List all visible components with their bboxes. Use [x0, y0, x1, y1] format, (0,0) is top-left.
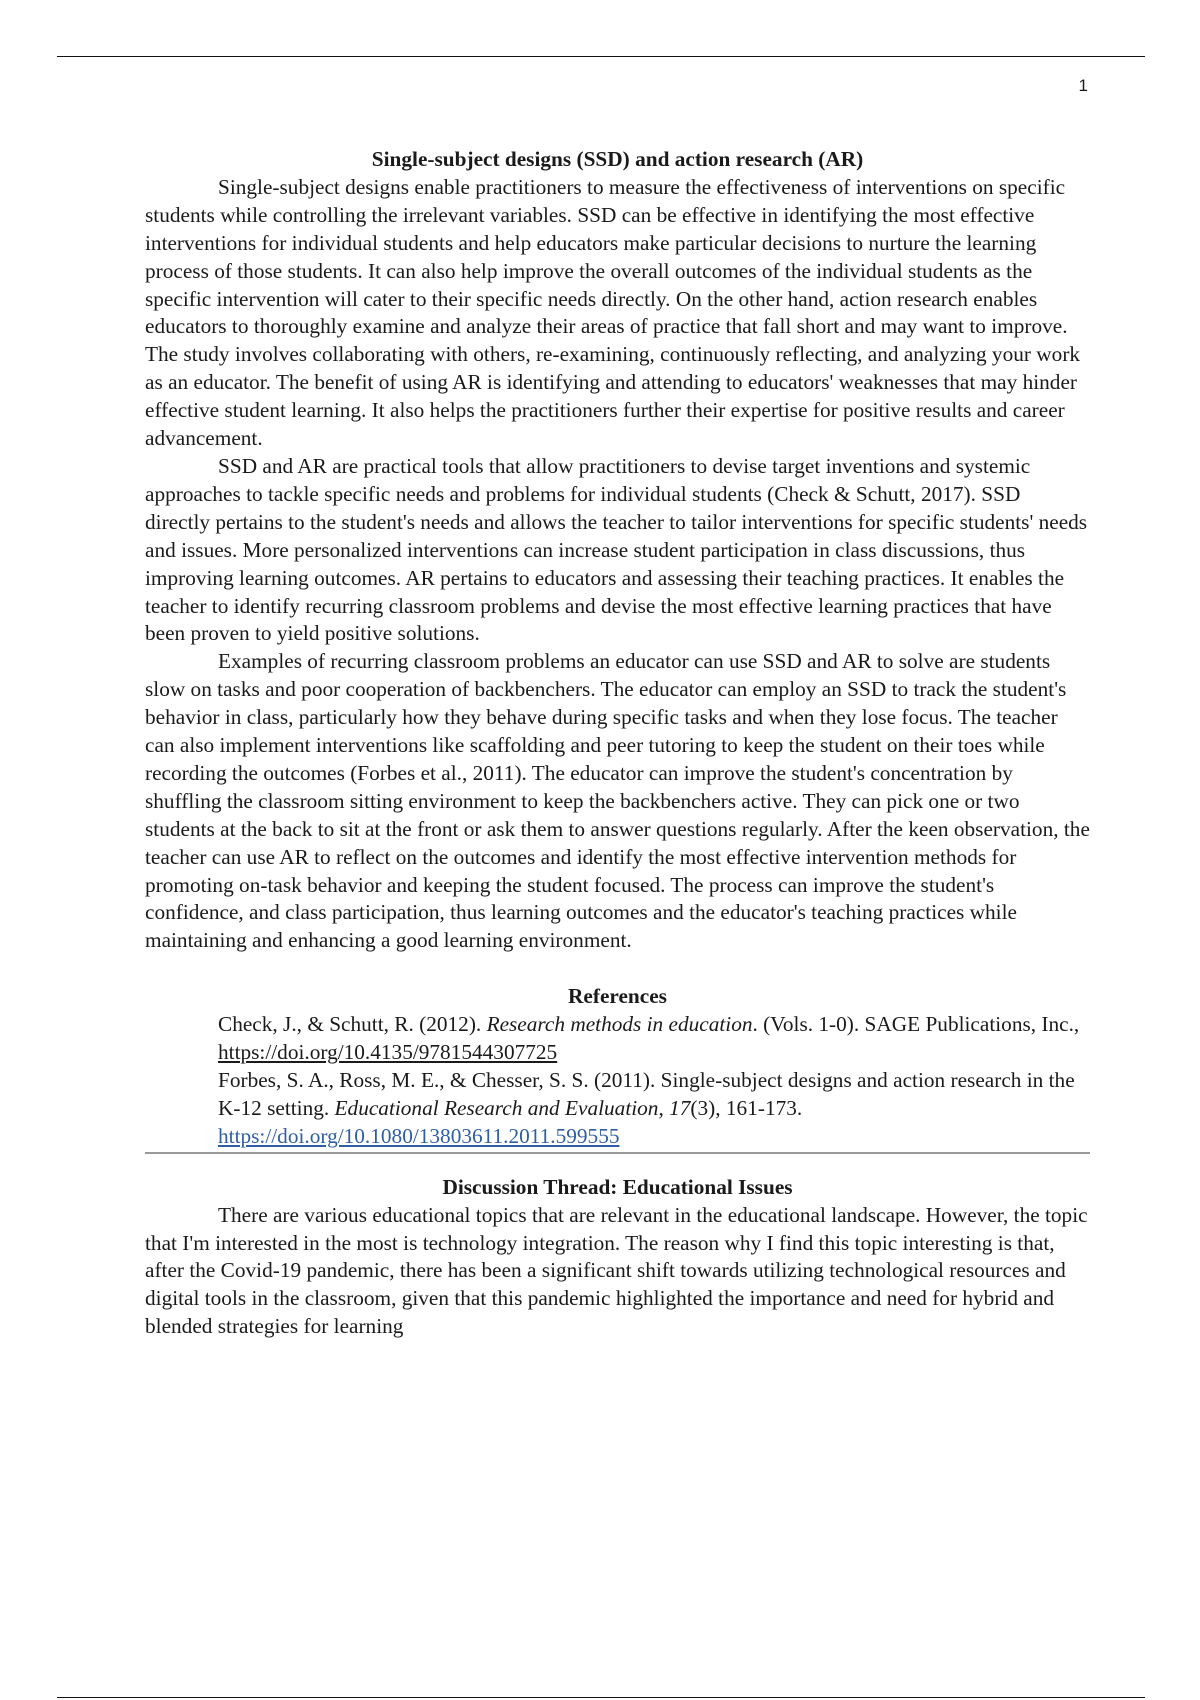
section-title: Single-subject designs (SSD) and action research (AR) [371, 147, 864, 171]
body-paragraph: SSD and AR are practical tools that allow practitioners to devise target inventions and systemic approaches to tackle specific needs and problems for individual students (Check & Schutt, 2017). SSD directly pertains to the student's needs and allows the teacher to tailor interventions for specific students' needs and issues. More personalized interventions can increase student participation in class discussions, thus improving learning outcomes. AR pertains to educators and assessing their teaching practices. It enables the teacher to identify recurring classroom problems and devise the most effective learning practices that have been proven to yield positive solutions. [145, 453, 1088, 646]
reference-volume: 17 [669, 1095, 691, 1120]
section-divider [145, 1152, 1090, 1154]
header-rule [57, 56, 1145, 57]
reference-text: , [658, 1095, 670, 1120]
references-title: References [568, 984, 667, 1009]
reference-text: . (Vols. 1-0). SAGE Publications, Inc., [752, 1012, 1080, 1037]
reference-text: Forbes, S. A., Ross, M. E., & Chesser, S. S. (2011). Single-subject designs and action research in the K-12 setting. [218, 1068, 1075, 1120]
reference-text: Check, J., & Schutt, R. (2012). [218, 1012, 487, 1037]
reference-doi-link[interactable]: https://doi.org/10.4135/9781544307725 [218, 1040, 558, 1065]
page-number: 1 [1078, 76, 1088, 95]
discussion-paragraph: There are various educational topics that are relevant in the educational landscape. However, the topic that I'm interested in the most is technology integration. The reason why I find this topic interesting is that, after the Covid-19 pandemic, there has been a significant shift towards utilizing technological resources and digital tools in the classroom, given that this pandemic highlighted the importance and need for hybrid and blended strategies for learning [145, 1202, 1088, 1339]
footer-rule [57, 1697, 1145, 1698]
reference-book-title: Research methods in education [486, 1012, 753, 1037]
discussion-title: Discussion Thread: Educational Issues [442, 1174, 793, 1199]
reference-journal-title: Educational Research and Evaluation [334, 1095, 659, 1120]
body-paragraph: Examples of recurring classroom problems an educator can use SSD and AR to solve are students slow on tasks and poor cooperation of backbenchers. The educator can employ an SSD to track the student's behavior in class, particularly how they behave during specific tasks and when they lose focus. The teacher can also implement interventions like scaffolding and peer tutoring to keep the student on their toes while recording the outcomes (Forbes et al., 2011). The educator can improve the student's concentration by shuffling the classroom sitting environment to keep the backbenchers active. They can pick one or two students at the back to sit at the front or ask them to answer questions regularly. After the keen observation, the teacher can use AR to reflect on the outcomes and identify the most effective intervention methods for promoting on-task behavior and keeping the student focused. The process can improve the student's confidence, and class participation, thus learning outcomes and the educator's teaching practices while maintaining and enhancing a good learning environment. [145, 649, 1090, 953]
document-body [145, 146, 1090, 1341]
reference-text: (3), 161-173. [690, 1095, 803, 1120]
reference-entry [145, 1011, 1090, 1067]
body-paragraph: Single-subject designs enable practitioners to measure the effectiveness of interventions on specific students while controlling the irrelevant variables. SSD can be effective in identifying the most effective interventions for individual students and help educators make particular decisions to nurture the learning process of those students. It can also help improve the overall outcomes of the individual students as the specific intervention will cater to their specific needs directly. On the other hand, action research enables educators to thoroughly examine and analyze their areas of practice that fall short and may want to improve. The study involves collaborating with others, re-examining, continuously reflecting, and analyzing your work as an educator. The benefit of using AR is identifying and attending to educators' weaknesses that may hinder effective student learning. It also helps the practitioners further their expertise for positive results and career advancement. [145, 174, 1081, 451]
reference-doi-link[interactable]: https://doi.org/10.1080/13803611.2011.599555 [218, 1123, 620, 1148]
reference-entry [145, 1067, 1090, 1151]
